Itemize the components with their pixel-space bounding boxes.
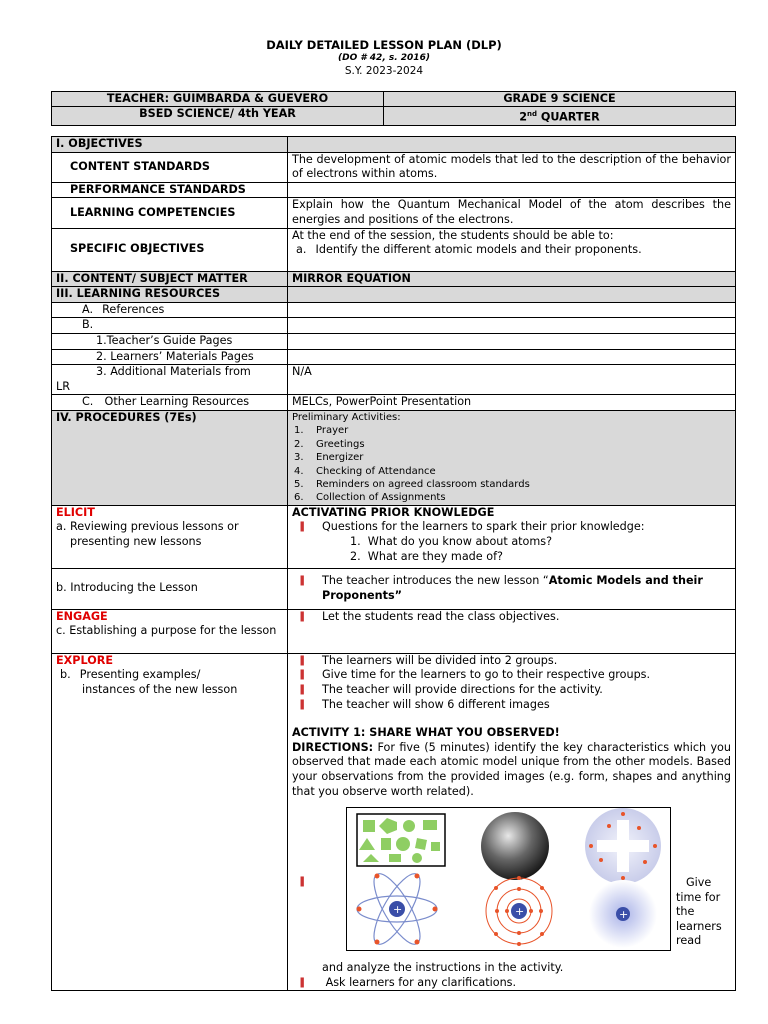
engage-tag: ENGAGE: [56, 609, 108, 623]
prelim-item: 2. Greetings: [294, 438, 365, 450]
resource-b-label: B.: [52, 318, 288, 334]
explore-bullet: ❚ The learners will be divided into 2 groups.: [292, 654, 731, 669]
preliminary-activities: Preliminary Activities: 1. Prayer 2. Greetings 3. Energizer 4. Checking of Attendance 5. Reminders on agreed classroom standards 6. Collection of Assignments: [288, 410, 736, 505]
arrow-bullet-icon: ❚: [298, 575, 307, 587]
arrow-bullet-icon: ❚: [298, 876, 307, 887]
explore-bullet: ❚ The teacher will show 6 different images: [292, 698, 731, 713]
plum-pudding-image: [585, 808, 661, 884]
solid-sphere-image: [481, 812, 549, 880]
svg-text:+: +: [393, 903, 403, 916]
explore-bullet: ❚ Give time for the learners to go to their respective groups.: [292, 668, 731, 683]
content-standards-label: CONTENT STANDARDS: [52, 152, 288, 182]
explore-bullet: ❚ The teacher will provide directions for the activity.: [292, 683, 731, 698]
competencies-text: Explain how the Quantum Mechanical Model of the atom describes the energies and positions of the electrons.: [288, 198, 736, 228]
prelim-item: 3. Energizer: [294, 452, 364, 464]
explore-content: ❚ The learners will be divided into 2 groups. ❚ Give time for the learners to go to their respective groups. ❚ The teacher will provide directions for the activity. ❚ The teacher will show 6 different images ACTIVITY 1: SHARE WHAT YOU OBSERVED! DIRECTIONS: For five (5 minutes) identify the key characteristics which you observed that made each atomic model unique from the other models. Based your observations from the provided images (e.g. form, shapes and anything that you observe worth related). and analyze the instructions in the activity. ❚ Ask learners for any clarifications.: [288, 653, 736, 991]
atomic-models-images: [346, 807, 671, 951]
intro-label: b. Introducing the Lesson: [52, 568, 288, 609]
specific-objectives: At the end of the session, the students should be able to: a. Identify the different atomic models and their proponents.: [288, 228, 736, 271]
side-caption: Give time for the learners read: [676, 876, 722, 948]
arrow-bullet-icon: ❚: [298, 610, 307, 622]
school-year: S.Y. 2023-2024: [344, 65, 424, 77]
arrow-bullet-icon: ❚: [298, 976, 307, 988]
engage-content: ❚ Let the students read the class objectives.: [288, 609, 736, 653]
engage-cell: ENGAGE c. Establishing a purpose for the lesson: [52, 609, 288, 653]
additional-materials-label: 3. Additional Materials from LR: [52, 365, 288, 395]
objectives-heading: I. OBJECTIVES: [52, 137, 288, 153]
explore-tag: EXPLORE: [56, 653, 113, 667]
references-label: A. References: [52, 302, 288, 318]
content-label: II. CONTENT/ SUBJECT MATTER: [52, 271, 288, 287]
other-resources-label: C. Other Learning Resources: [52, 395, 288, 411]
activity-directions: DIRECTIONS: For five (5 minutes) identify the key characteristics which you observed that made each atomic model unique from the other models. Based your observations from the provided images (e.g. form, shapes and anything that you observe worth related).: [292, 740, 731, 798]
rutherford-model-image: [357, 868, 438, 950]
learner-materials-label: 2. Learners’ Materials Pages: [52, 349, 288, 365]
arrow-bullet-icon: ❚: [298, 698, 307, 710]
arrow-bullet-icon: ❚: [298, 683, 307, 695]
arrow-bullet-icon: ❚: [298, 654, 307, 666]
explore-cell: EXPLORE b. Presenting examples/ instances of the new lesson: [52, 653, 288, 991]
activity-title: ACTIVITY 1: SHARE WHAT YOU OBSERVED!: [292, 726, 560, 740]
elicit-tag: ELICIT: [56, 505, 95, 519]
bohr-model-image: [486, 876, 552, 946]
prelim-item: 1. Prayer: [294, 425, 349, 437]
teacher-guide-label: 1.Teacher’s Guide Pages: [52, 333, 288, 349]
arrow-bullet-icon: ❚: [298, 521, 307, 533]
content-standards-text: The development of atomic models that led to the description of the behavior of electrons within atoms.: [288, 152, 736, 182]
quantum-cloud-image: [589, 880, 657, 948]
procedures-label: IV. PROCEDURES (7Es): [52, 410, 288, 505]
specific-label: SPECIFIC OBJECTIVES: [52, 228, 288, 271]
quarter-cell: 2nd QUARTER: [384, 107, 736, 126]
other-resources-value: MELCs, PowerPoint Presentation: [288, 395, 736, 411]
prelim-item: 6. Collection of Assignments: [294, 492, 446, 504]
info-table: [51, 91, 736, 126]
elicit-content: ACTIVATING PRIOR KNOWLEDGE ❚ Questions for the learners to spark their prior knowledge: 1. What do you know about atoms? 2. What are they made of?: [288, 505, 736, 568]
performance-label: PERFORMANCE STANDARDS: [52, 182, 288, 198]
doc-order: (DO # 42, s. 2016): [338, 53, 430, 63]
dalton-shapes-image: [357, 814, 445, 866]
course-cell: BSED SCIENCE/ 4th YEAR: [52, 107, 384, 126]
svg-text:+: +: [619, 908, 629, 921]
prelim-item: 4. Checking of Attendance: [294, 465, 436, 477]
prelim-item: 5. Reminders on agreed classroom standards: [294, 478, 530, 490]
additional-materials-value: N/A: [288, 365, 736, 395]
competencies-label: LEARNING COMPETENCIES: [52, 198, 288, 228]
svg-text:+: +: [515, 905, 525, 918]
intro-content: ❚ The teacher introduces the new lesson “Atomic Models and their Proponents”: [288, 568, 736, 609]
elicit-cell: ELICIT a. Reviewing previous lessons or presenting new lessons: [52, 505, 288, 568]
arrow-bullet-icon: ❚: [298, 669, 307, 681]
teacher-cell: TEACHER: GUIMBARDA & GUEVERO: [52, 92, 384, 107]
content-value: MIRROR EQUATION: [288, 271, 736, 287]
atomic-models-svg: [347, 808, 670, 950]
resources-label: III. LEARNING RESOURCES: [52, 287, 288, 303]
grade-cell: GRADE 9 SCIENCE: [384, 92, 736, 107]
doc-title: DAILY DETAILED LESSON PLAN (DLP): [266, 38, 502, 52]
